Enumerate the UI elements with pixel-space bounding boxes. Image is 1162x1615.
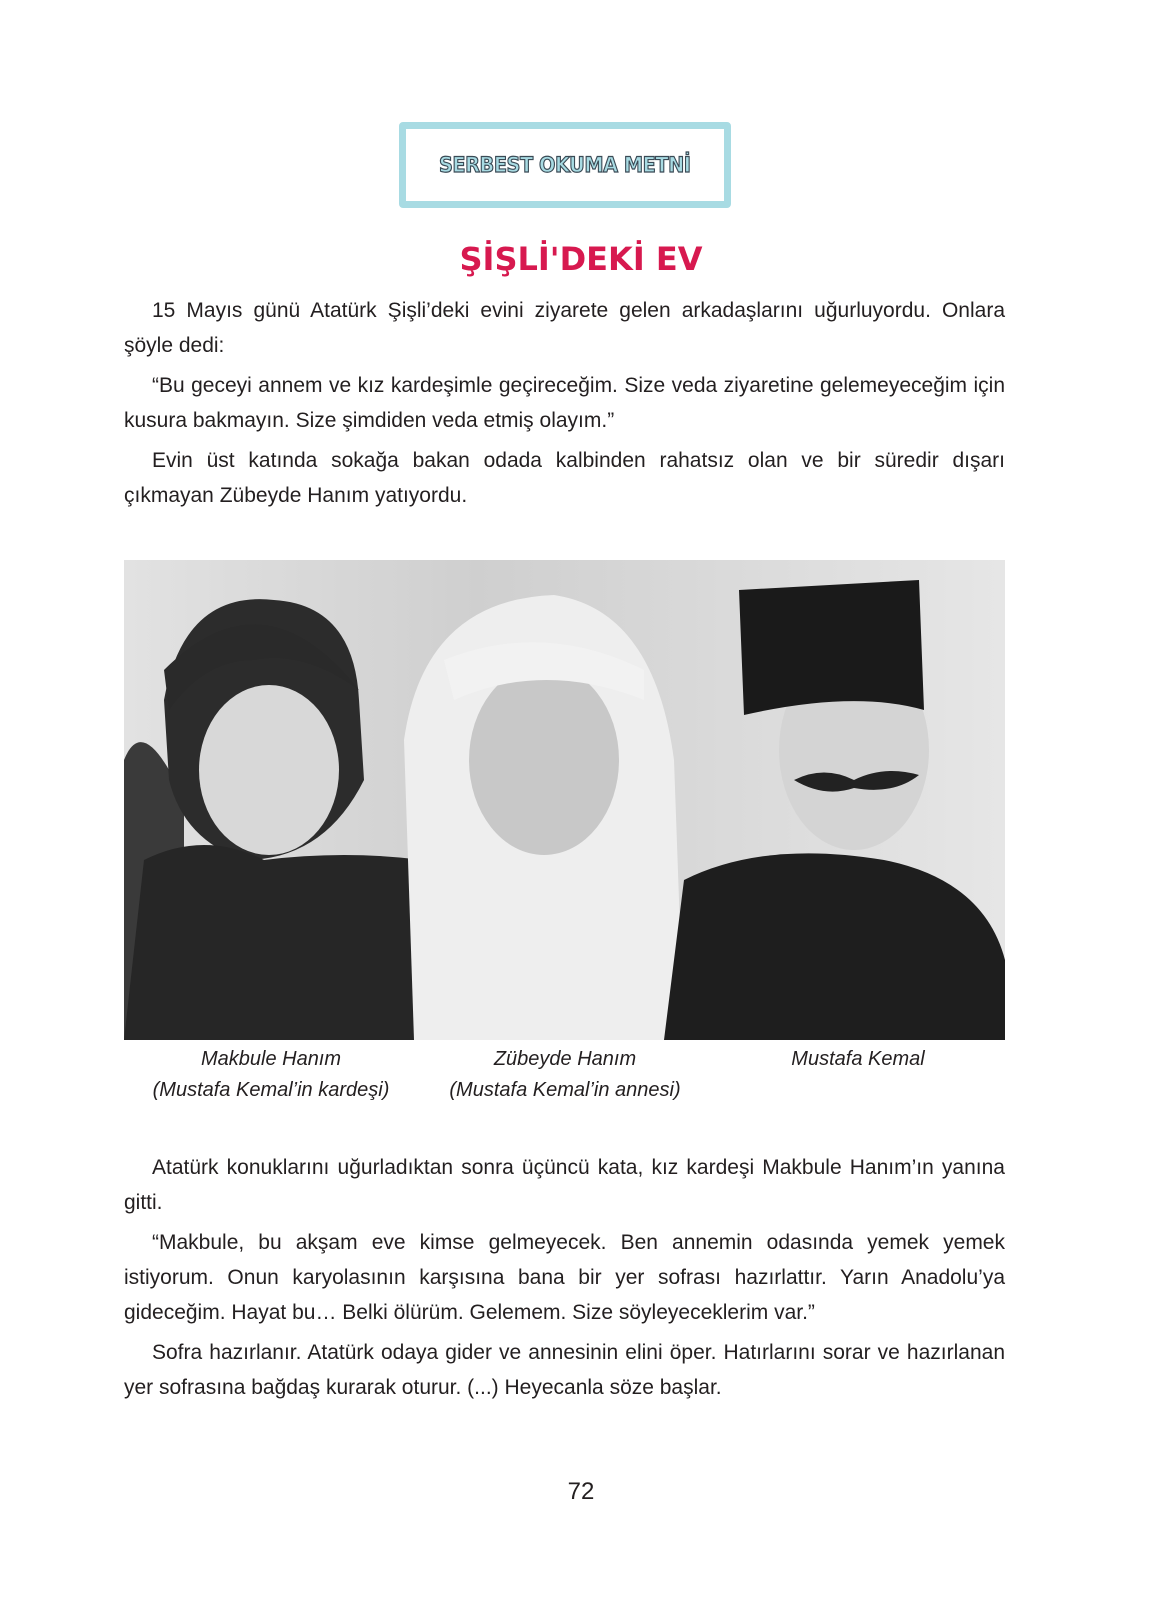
section-badge (399, 122, 731, 208)
caption-note: (Mustafa Kemal’in annesi) (449, 1079, 681, 1101)
caption-name: Mustafa Kemal (791, 1048, 925, 1070)
caption-makbule (121, 1044, 421, 1106)
caption-zubeyde (415, 1044, 715, 1106)
caption-name: Zübeyde Hanım (493, 1048, 637, 1070)
caption-note: (Mustafa Kemal’in kardeşi) (152, 1079, 390, 1101)
family-photo (124, 560, 1005, 1040)
paragraph: Evin üst katında sokağa bakan odada kalbinden rahatsız olan ve bir süredir dışarı çıkmayan Zübeyde Hanım yatıyordu. (124, 449, 1005, 507)
page-title: ŞİŞLİ'DEKİ EV (459, 240, 703, 278)
badge-label: SERBEST OKUMA METNİ (439, 153, 691, 177)
paragraph: 15 Mayıs günü Atatürk Şişli’deki evini ziyarete gelen arkadaşlarını uğurluyordu. Onlara şöyle dedi: (124, 299, 1005, 357)
text-block-top (124, 293, 1005, 518)
paragraph: “Makbule, bu akşam eve kimse gelmeyecek. Ben annemin odasında yemek yemek istiyorum. Onun karyolasının karşısına bana bir yer sofrası hazırlattır. Yarın Anadolu’ya gideceğim. Hayat bu… Belki ölürüm. Gelemem. Size söyleyeceklerim var.” (124, 1231, 1005, 1324)
text-block-bottom (124, 1150, 1005, 1410)
paragraph: “Bu geceyi annem ve kız kardeşimle geçireceğim. Size veda ziyaretine gelemeyeceğim için kusura bakmayın. Size şimdiden veda etmiş olayım.” (124, 374, 1005, 432)
caption-name: Makbule Hanım (200, 1048, 342, 1070)
paragraph: Sofra hazırlanır. Atatürk odaya gider ve annesinin elini öper. Hatırlarını sorar ve hazırlanan yer sofrasına bağdaş kurarak oturur. (...) Heyecanla söze başlar. (124, 1341, 1005, 1399)
paragraph: Atatürk konuklarını uğurladıktan sonra üçüncü kata, kız kardeşi Makbule Hanım’ın yanına gitti. (124, 1156, 1005, 1214)
page-number: 72 (567, 1478, 595, 1505)
caption-mustafa (708, 1044, 1008, 1075)
